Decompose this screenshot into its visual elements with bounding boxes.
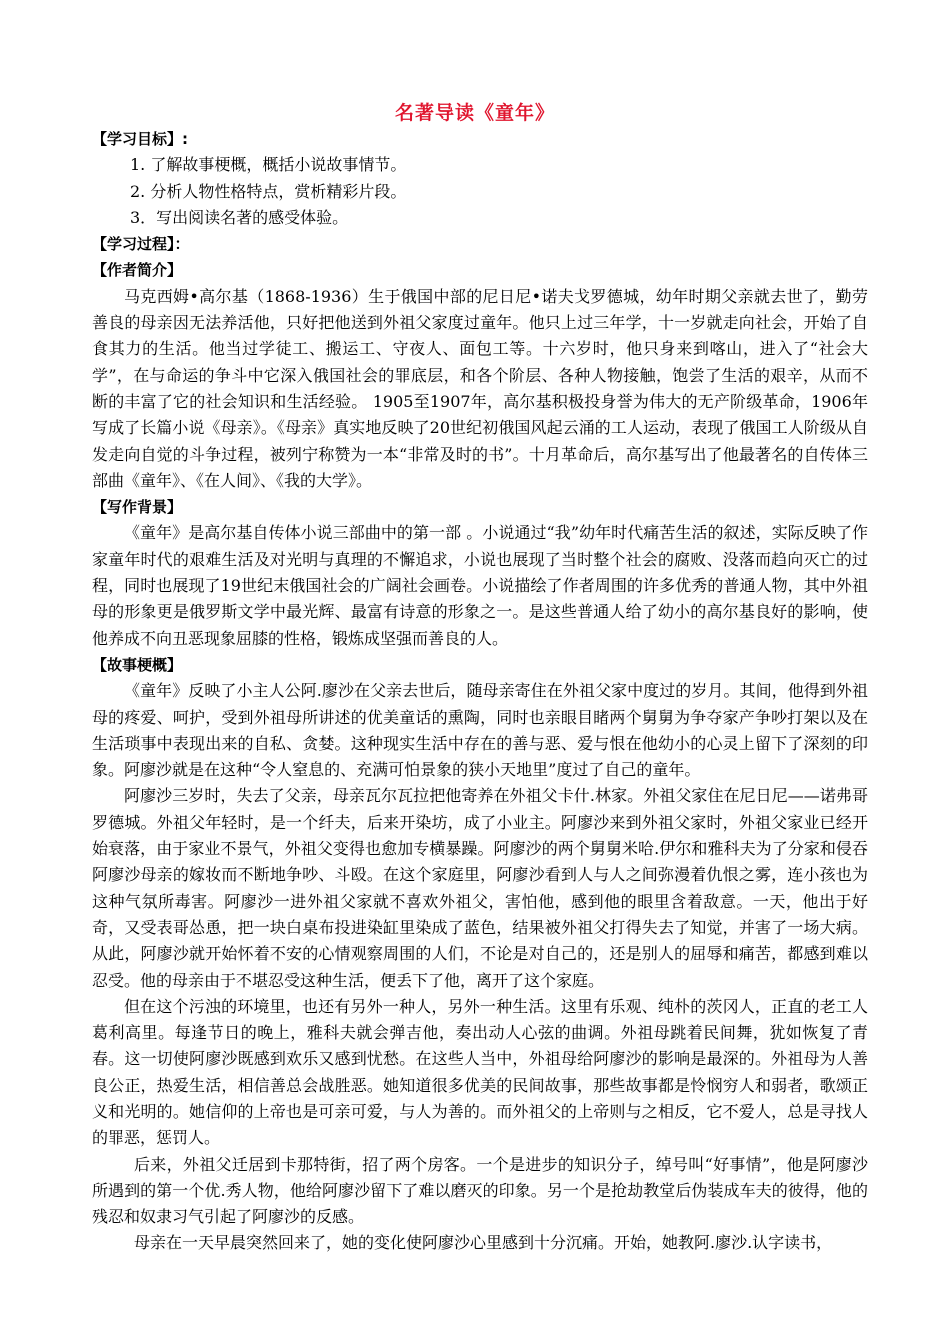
objectives-heading: 【学习目标】: (92, 130, 188, 148)
author-heading: 【作者简介】 (92, 261, 183, 280)
document-title: 名著导读《童年》 (394, 102, 555, 124)
objective-item: 1. 了解故事梗概，概括小说故事情节。 (130, 155, 407, 175)
background-paragraph: 《童年》是高尔基自传体小说三部曲中的第一部 。小说通过“我”幼年时代痛苦生活的叙述，实际反映了作家童年时代的艰难生活及对光明与真理的不懈追求，小说也展现了当时整个社会的腐败、没落而趋向灭亡的过程，同时也展现了19世纪末俄国社会的广阔社会画卷。小说描绘了作者周围的许多优秀的普通人物，其中外祖母的形象更是俄罗斯文学中最光辉、最富有诗意的形象之一。是这些普通人给了幼小的高尔基良好的影响，使他养成不向丑恶现象屈膝的性格，锻炼成坚强而善良的人。 (92, 523, 868, 648)
author-paragraph: 马克西姆•高尔基（1868-1936）生于俄国中部的尼日尼•诺夫戈罗德城，幼年时期父亲就去世了，勤劳善良的母亲因无法养活他，只好把他送到外祖父家度过童年。他只上过三年学，十一岁就走向社会，开始了自食其力的生活。他当过学徒工、搬运工、守夜人、面包工等。十六岁时，他只身来到喀山，进入了“社会大学”，在与命运的争斗中它深入俄国社会的罪底层，和各个阶层、各种人物接触，饱尝了生活的艰辛，从而不断的丰富了它的社会知识和生活经验。 1905至1907年，高尔基积极投身誉为伟大的无产阶级革命，1906年写成了长篇小说《母亲》。《母亲》真实地反映了20世纪初俄国风起云涌的工人运动，表现了俄国工人阶级从自发走向自觉的斗争过程，被列宁称赞为一本“非常及时的书”。十月革命后，高尔基写出了他最著名的自传体三部曲《童年》、《在人间》、《我的大学》。 (92, 286, 868, 490)
document-body (92, 126, 868, 1257)
objective-item: 2. 分析人物性格特点，赏析精彩片段。 (130, 181, 407, 201)
story-paragraph: 《童年》反映了小主人公阿.廖沙在父亲去世后，随母亲寄住在外祖父家中度过的岁月。其间，他得到外祖母的疼爱、呵护，受到外祖母所讲述的优美童话的熏陶，同时也亲眼目睹两个舅舅为争夺家产争吵打架以及在生活琐事中表现出来的自私、贪婪。这种现实生活中存在的善与恶、爱与恨在他幼小的心灵上留下了深刻的印象。阿廖沙就是在这种“令人窒息的、充满可怕景象的狭小天地里”度过了自己的童年。 (92, 681, 868, 780)
story-paragraph: 母亲在一天早晨突然回来了，她的变化使阿廖沙心里感到十分沉痛。开始，她教阿.廖沙.认字读书， (134, 1233, 833, 1253)
objective-item: 3．写出阅读名著的感受体验。 (130, 207, 349, 227)
story-paragraph: 阿廖沙三岁时，失去了父亲，母亲瓦尔瓦拉把他寄养在外祖父卡什.林家。外祖父家住在尼日尼——诺弗哥罗德城。外祖父年轻时，是一个纤夫，后来开染坊，成了小业主。阿廖沙来到外祖父家时，外祖父家业已经开始衰落，由于家业不景气，外祖父变得也愈加专横暴躁。阿廖沙的两个舅舅米哈.伊尔和雅科夫为了分家和侵吞阿廖沙母亲的嫁妆而不断地争吵、斗殴。在这个家庭里，阿廖沙看到人与人之间弥漫着仇恨之雾，连小孩也为这种气氛所毒害。阿廖沙一进外祖父家就不喜欢外祖父，害怕他，感到他的眼里含着敌意。一天，他出于好奇，又受表哥怂恿，把一块白桌布投进染缸里染成了蓝色，结果被外祖父打得失去了知觉，并害了一场大病。从此，阿廖沙就开始怀着不安的心情观察周围的人们，不论是对自己的，还是别人的屈辱和痛苦，都感到难以忍受。他的母亲由于不堪忍受这种生活，便丢下了他，离开了这个家庭。 (92, 786, 868, 990)
story-heading: 【故事梗概】 (92, 655, 183, 674)
story-paragraph: 但在这个污浊的环境里，也还有另外一种人，另外一种生活。这里有乐观、纯朴的茨冈人，正直的老工人葛利高里。每逢节日的晚上，雅科夫就会弹吉他，奏出动人心弦的曲调。外祖母跳着民间舞，犹如恢复了青春。这一切使阿廖沙既感到欢乐又感到忧愁。在这些人当中，外祖母给阿廖沙的影响是最深的。外祖母为人善良公正，热爱生活，相信善总会战胜恶。她知道很多优美的民间故事，那些故事都是怜悯穷人和弱者，歌颂正义和光明的。她信仰的上帝也是可亲可爱，与人为善的。而外祖父的上帝则与之相反，它不爱人，总是寻找人的罪恶，惩罚人。 (92, 996, 868, 1148)
story-paragraph: 后来，外祖父迁居到卡那特街，招了两个房客。一个是进步的知识分子，绰号叫“好事情”，他是阿廖沙所遇到的第一个优.秀人物，他给阿廖沙留下了难以磨灭的印象。另一个是抢劫教堂后伪装成车夫的彼得，他的残忍和奴隶习气引起了阿廖沙的反感。 (92, 1154, 868, 1227)
background-heading: 【写作背景】 (92, 498, 183, 517)
process-heading: 【学习过程】： (92, 235, 190, 254)
